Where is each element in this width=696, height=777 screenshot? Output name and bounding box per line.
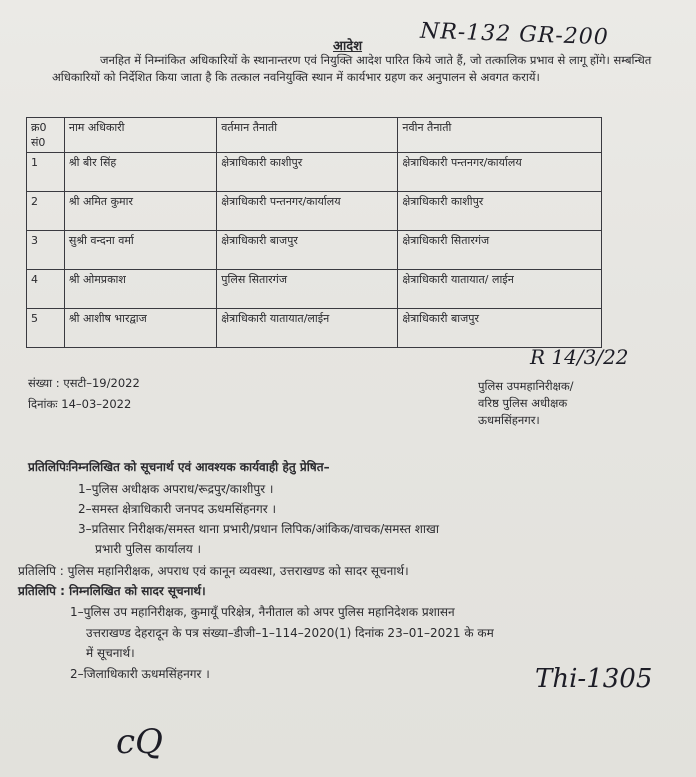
cell-current-posting: क्षेत्राधिकारी बाजपुर bbox=[217, 231, 398, 270]
table-row bbox=[27, 153, 602, 192]
handwritten-reference: NR-132 GR-200 bbox=[419, 18, 610, 51]
cell-serial: 1 bbox=[27, 153, 65, 192]
cell-current-posting: क्षेत्राधिकारी काशीपुर bbox=[217, 153, 398, 192]
cc-item: 2–समस्त क्षेत्राधिकारी जनपद ऊधमसिंहनगर । bbox=[78, 502, 277, 516]
signatory-line: ऊधमसिंहनगर। bbox=[478, 413, 540, 427]
cell-new-posting: क्षेत्राधिकारी यातायात/ लाईन bbox=[398, 270, 602, 309]
cell-new-posting: क्षेत्राधिकारी काशीपुर bbox=[398, 192, 602, 231]
handwritten-mark: cQ bbox=[116, 722, 163, 762]
cell-current-posting: क्षेत्राधिकारी यातायात/लाईन bbox=[217, 309, 398, 348]
cc-line-2: प्रतिलिपि : पुलिस महानिरीक्षक, अपराध एवं कानून व्यवस्था, उत्तराखण्ड को सादर सूचनार्थ। bbox=[18, 564, 409, 578]
header-current-posting: वर्तमान तैनाती bbox=[217, 118, 398, 153]
cell-serial: 4 bbox=[27, 270, 65, 309]
table-row bbox=[27, 192, 602, 231]
cell-current-posting: क्षेत्राधिकारी पन्तनगर/कार्यालय bbox=[217, 192, 398, 231]
cell-new-posting: क्षेत्राधिकारी पन्तनगर/कार्यालय bbox=[398, 153, 602, 192]
cell-serial: 5 bbox=[27, 309, 65, 348]
cell-officer-name: श्री अमित कुमार bbox=[64, 192, 216, 231]
cc-item: 2–जिलाधिकारी ऊधमसिंहनगर । bbox=[70, 667, 210, 681]
order-title: आदेश bbox=[333, 39, 363, 54]
cc-heading-3: प्रतिलिपि : निम्नलिखित को सादर सूचनार्थ। bbox=[18, 584, 206, 598]
transfer-table bbox=[26, 117, 602, 348]
header-officer-name: नाम अधिकारी bbox=[64, 118, 216, 153]
header-new-posting: नवीन तैनाती bbox=[398, 118, 602, 153]
cell-serial: 2 bbox=[27, 192, 65, 231]
handwritten-initials: R 14/3/22 bbox=[530, 345, 629, 369]
cc-item: उत्तराखण्ड देहरादून के पत्र संख्या–डीजी–1–114–2020(1) दिनांक 23–01–2021 के कम bbox=[86, 626, 494, 640]
order-paragraph bbox=[52, 52, 662, 86]
cell-officer-name: श्री बीर सिंह bbox=[64, 153, 216, 192]
signatory-line: पुलिस उपमहानिरीक्षक/ bbox=[478, 379, 574, 393]
cc-heading-1: प्रतिलिपिःनिम्नलिखित को सूचनार्थ एवं आवश्यक कार्यवाही हेतु प्रेषित– bbox=[28, 460, 330, 474]
header-serial: क्र0 सं0 bbox=[27, 118, 65, 153]
cc-item: प्रभारी पुलिस कार्यालय । bbox=[95, 542, 202, 556]
cc-item: में सूचनार्थ। bbox=[86, 646, 135, 660]
cell-officer-name: श्री ओमप्रकाश bbox=[64, 270, 216, 309]
cell-officer-name: सुश्री वन्दना वर्मा bbox=[64, 231, 216, 270]
cell-new-posting: क्षेत्राधिकारी बाजपुर bbox=[398, 309, 602, 348]
signatory-block bbox=[478, 378, 574, 429]
cell-current-posting: पुलिस सितारगंज bbox=[217, 270, 398, 309]
cc-item: 1–पुलिस उप महानिरीक्षक, कुमायूँ परिक्षेत्र, नैनीताल को अपर पुलिस महानिदेशक प्रशासन bbox=[70, 605, 455, 619]
cc-item: 3–प्रतिसार निरीक्षक/समस्त थाना प्रभारी/प्रधान लिपिक/आंकिक/वाचक/समस्त शाखा bbox=[78, 522, 439, 536]
handwritten-note: Thi-1305 bbox=[535, 664, 653, 694]
table-row bbox=[27, 309, 602, 348]
cc-item: 1–पुलिस अधीक्षक अपराध/रूद्रपुर/काशीपुर । bbox=[78, 482, 274, 496]
reference-number: संख्या : एसटी–19/2022 bbox=[28, 376, 140, 390]
table-row bbox=[27, 231, 602, 270]
table-header-row bbox=[27, 118, 602, 153]
cell-serial: 3 bbox=[27, 231, 65, 270]
order-paragraph-text: जनहित में निम्नांकित अधिकारियों के स्थानान्तरण एवं नियुक्ति आदेश पारित किये जाते हैं, जो तत्कालिक प्रभाव से लागू होंगे। सम्बन्धित अधिकारियों को निर्देशित किया जाता है कि तत्काल नवनियुक्ति स्थान में कार्यभार ग्रहण कर अनुपालन से अवगत करायें। bbox=[52, 53, 652, 84]
cell-officer-name: श्री आशीष भारद्वाज bbox=[64, 309, 216, 348]
order-date: दिनांकः 14–03–2022 bbox=[28, 397, 132, 411]
signatory-line: वरिष्ठ पुलिस अधीक्षक bbox=[478, 396, 568, 410]
cell-new-posting: क्षेत्राधिकारी सितारगंज bbox=[398, 231, 602, 270]
table-row bbox=[27, 270, 602, 309]
